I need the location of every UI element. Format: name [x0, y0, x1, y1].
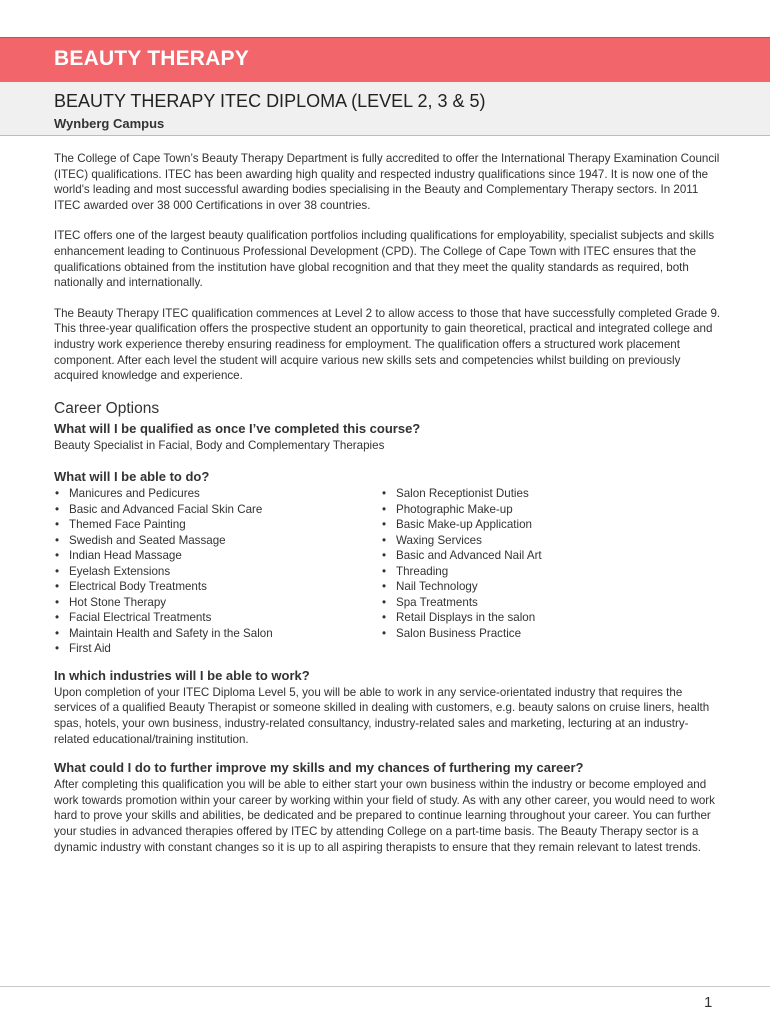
list-item: • Facial Electrical Treatments	[54, 610, 381, 626]
list-item: • Waxing Services	[381, 533, 542, 549]
course-title: BEAUTY THERAPY ITEC DIPLOMA (LEVEL 2, 3 & 5)	[54, 91, 486, 111]
skills-list-left	[54, 486, 381, 657]
list-item: • Nail Technology	[381, 579, 542, 595]
list-item: • First Aid	[54, 641, 381, 657]
intro-paragraph: The Beauty Therapy ITEC qualification commences at Level 2 to allow access to those that have successfully completed Grade 9. This three-year qualification offers the prospective student an opportunity to gain theoretical, practical and integrated college and industry work experience thereby ensuring readiness for employment. The qualification offers a structured work placement component. After each level the student will acquire various new skills sets and competencies whilst building on previously acquired knowledge and experience.	[54, 306, 721, 383]
career-options-heading: Career Options	[54, 399, 160, 417]
list-item: • Threading	[381, 564, 542, 580]
section-banner	[0, 37, 770, 83]
list-item: • Salon Business Practice	[381, 626, 542, 642]
further-career-question: What could I do to further improve my skills and my chances of furthering my career?	[54, 760, 584, 776]
list-item: • Basic and Advanced Nail Art	[381, 548, 542, 564]
skills-question: What will I be able to do?	[54, 469, 210, 485]
industries-question: In which industries will I be able to work?	[54, 667, 310, 683]
list-item: • Salon Receptionist Duties	[381, 486, 542, 502]
list-item: • Maintain Health and Safety in the Salon	[54, 626, 381, 642]
list-item: • Themed Face Painting	[54, 517, 381, 533]
list-item: • Photographic Make-up	[381, 502, 542, 518]
intro-paragraph: The College of Cape Town’s Beauty Therapy Department is fully accredited to offer the International Therapy Examination Council (ITEC) qualifications. ITEC has been awarding high quality and respected industry qualifications since 1947. It is now one of the world's leading and most successful awarding bodies specialising in the Beauty and Complementary Therapy sectors. In 2011 ITEC awarded over 38 000 Certifications in over 38 countries.	[54, 152, 720, 212]
section-title: BEAUTY THERAPY	[54, 47, 249, 70]
list-item: • Indian Head Massage	[54, 548, 381, 564]
skills-list-right	[381, 486, 542, 657]
footer-divider	[0, 986, 770, 987]
list-item: • Manicures and Pedicures	[54, 486, 381, 502]
list-item: • Basic Make-up Application	[381, 517, 542, 533]
list-item: • Electrical Body Treatments	[54, 579, 381, 595]
industries-answer: Upon completion of your ITEC Diploma Level 5, you will be able to work in any service-orientated industry that requires the services of a qualified Beauty Therapist or someone skilled in dealing with customers, e.g. beauty salons on cruise liners, health spas, hotels, your own business, industry-related consultancy, industry-related sales and marketing, lecturing at an industry-related educational/training institution.	[54, 685, 710, 746]
list-item: • Basic and Advanced Facial Skin Care	[54, 502, 381, 518]
page-number: 1	[704, 994, 713, 1011]
main-content	[54, 151, 722, 855]
list-item: • Retail Displays in the salon	[381, 610, 542, 626]
campus-label: Wynberg Campus	[54, 116, 165, 131]
intro-paragraph: ITEC offers one of the largest beauty qualification portfolios including qualifications for employability, specialist subjects and skills enhancement leading to Continuous Professional Development (CPD). The College of Cape Town with ITEC ensures that the qualifications obtained from the institution have global recognition and that they meet the quality standards as required, both nationally and internationally.	[54, 229, 715, 290]
list-item: • Spa Treatments	[381, 595, 542, 611]
qualification-answer: Beauty Specialist in Facial, Body and Complementary Therapies	[54, 438, 385, 452]
list-item: • Hot Stone Therapy	[54, 595, 381, 611]
list-item: • Eyelash Extensions	[54, 564, 381, 580]
further-career-answer: After completing this qualification you will be able to either start your own business within the industry or become employed and work towards promotion within your career by working within your field of study. As with any other career, you would need to work hard to prove your skills and abilities, be dedicated and be prepared to continue learning throughout your career. You can further your studies in advanced therapies offered by ITEC by attending College on a part-time basis. The Beauty Therapy sector is a dynamic industry with constant changes so it is up to all aspiring therapists to ensure that they remain relevant to latest trends.	[54, 778, 715, 854]
list-item: • Swedish and Seated Massage	[54, 533, 381, 549]
course-header	[0, 82, 770, 136]
qualification-question: What will I be qualified as once I’ve completed this course?	[54, 420, 421, 436]
skills-list	[54, 486, 722, 657]
